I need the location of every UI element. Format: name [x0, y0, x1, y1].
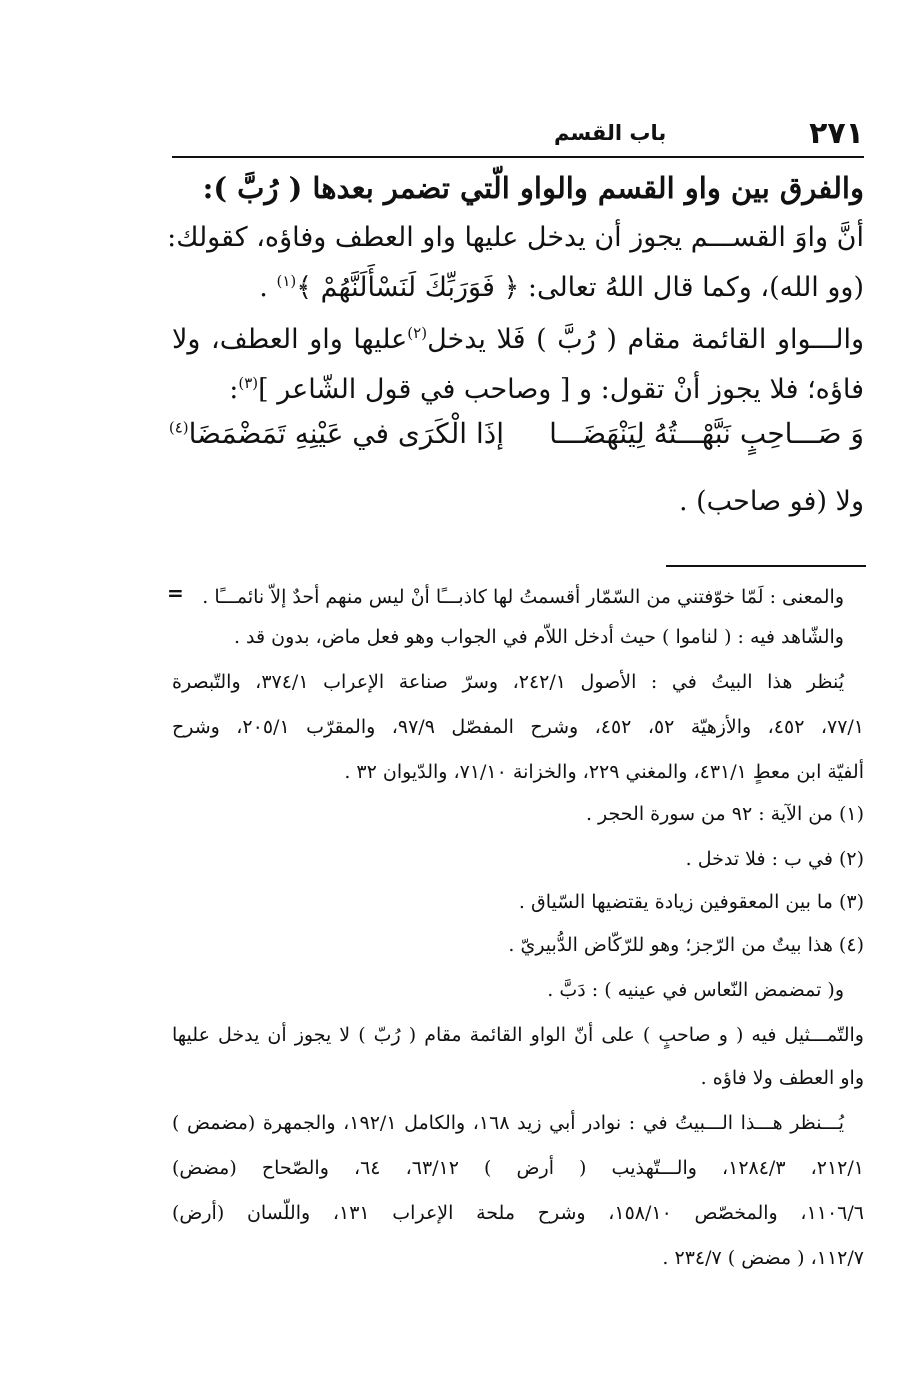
- footnote-4-line: ١١٠٦/٦، والمخصّص ١٥٨/١٠، وشرح ملحة الإعراب ١٣١، واللّسان (أرض): [172, 1202, 864, 1224]
- footnote-4-line: والتّمـــثيل فيه ( و صاحبٍ ) على أنّ الواو القائمة مقام ( رُبّ ) لا يجوز أن يدخل عليها: [172, 1024, 864, 1046]
- footnote-cont-line: والمعنى : لَمّا خوّفتني من السّمّار أقسمتُ لها كاذبـــًا أنْ ليس منهم أحدٌ إلاّ نائمـــًا .: [202, 586, 844, 608]
- footnote-continuation-marker: =: [167, 581, 184, 605]
- footnote-cont-line: ٧٧/١، ٤٥٢، والأزهيّة ٥٢، ٤٥٢، وشرح المفصّل ٩٧/٩، والمقرّب ٢٠٥/١، وشرح: [172, 716, 865, 738]
- paragraph-2-line-1-end: عليها واو العطف، ولا: [172, 324, 408, 355]
- footnote-1: (١) من الآية : ٩٢ من سورة الحجر .: [585, 803, 864, 825]
- footnote-4-line: ٢١٢/١، ١٢٨٤/٣، والـــتّهذيب ( أرض ) ٦٣/١٢، ٦٤، والصّحاح (مضض): [172, 1157, 864, 1179]
- footnote-4-line: يُـــنظر هـــذا الـــبيتُ في : نوادر أبي زيد ١٦٨، والكامل ١٩٢/١، والجمهرة (مضمض ): [172, 1112, 844, 1134]
- footnote-2: (٢) في ب : فلا تدخل .: [685, 848, 864, 870]
- paragraph-1-line-1: أنَّ واوَ القســـم يجوز أن يدخل عليها واو العطف وفاؤه، كقولك:: [167, 222, 864, 253]
- footnote-ref-1: (١): [276, 272, 297, 290]
- paragraph-2-line-1: [172, 320, 864, 360]
- paragraph-1-end: .: [259, 272, 277, 303]
- paragraph-2-line-2: [229, 370, 864, 410]
- footnote-4-line: و( تمضمض النّعاس في عينيه ) : دَبَّ .: [547, 979, 844, 1001]
- footnote-4-line: ١١٢/٧، ( مضض ) ٢٣٤/٧ .: [662, 1247, 864, 1269]
- footnote-cont-line: يُنظر هذا البيتُ في : الأصول ٢٤٢/١، وسرّ صناعة الإعراب ٣٧٤/١، والتّبصرة: [172, 671, 844, 693]
- page-header: [172, 112, 864, 158]
- verse-hemistich-1: وَ صَـــاحِبٍ نَبَّهْـــتُهُ لِيَنْهَضَـــا: [549, 417, 864, 450]
- footnote-ref-3: (٣): [238, 374, 259, 392]
- page-number: ٢٧١: [809, 116, 864, 151]
- footnote-ref-2: (٢): [407, 324, 428, 342]
- verse-hemistich-2: إذَا الْكَرَى في عَيْنِهِ تَمَضْمَضَا: [188, 417, 504, 450]
- footnote-cont-line: ألفيّة ابن معطٍ ٤٣١/١، والمغني ٢٢٩، والخزانة ٧١/١٠، والدّيوان ٣٢ .: [344, 761, 864, 783]
- footnote-3: (٣) ما بين المعقوفين زيادة يقتضيها السّياق .: [518, 891, 864, 913]
- closing-line: ولا (فو صاحب) .: [678, 486, 864, 517]
- quran-citation: (وو الله)، وكما قال اللهُ تعالى: ﴿ فَوَرَبِّكَ لَنَسْأَلَنَّهُمْ ﴾: [296, 272, 864, 303]
- footnote-cont-line: والشّاهد فيه : ( لناموا ) حيث أدخل اللاّم في الجواب وهو فعل ماض، بدون قد .: [233, 626, 844, 648]
- running-head: باب القسم: [554, 121, 667, 145]
- verse-hemistich-2-wrap: [169, 417, 504, 450]
- section-heading: والفرق بين واو القسم والواو الّتي تضمر بعدها ( رُبَّ ):: [202, 171, 864, 205]
- footnote-ref-4: (٤): [168, 418, 189, 437]
- paragraph-2-line-2-end: :: [229, 374, 239, 405]
- footnote-4-line: واو العطف ولا فاؤه .: [700, 1067, 864, 1089]
- paragraph-2-line-1-start: والـــواو القائمة مقام ( رُبَّ ) فَلا يدخل: [427, 324, 864, 355]
- paragraph-1-line-2: [259, 268, 864, 308]
- poetry-verse: [168, 417, 864, 467]
- footnote-4: (٤) هذا بيتٌ من الرّجز؛ وهو للرّكّاض الدُّبيريّ .: [508, 934, 864, 956]
- footnote-separator: [666, 565, 866, 567]
- paragraph-2-line-2-start: فاؤه؛ فلا يجوز أنْ تقول: و [ وصاحب في قول الشّاعر ]: [258, 374, 864, 405]
